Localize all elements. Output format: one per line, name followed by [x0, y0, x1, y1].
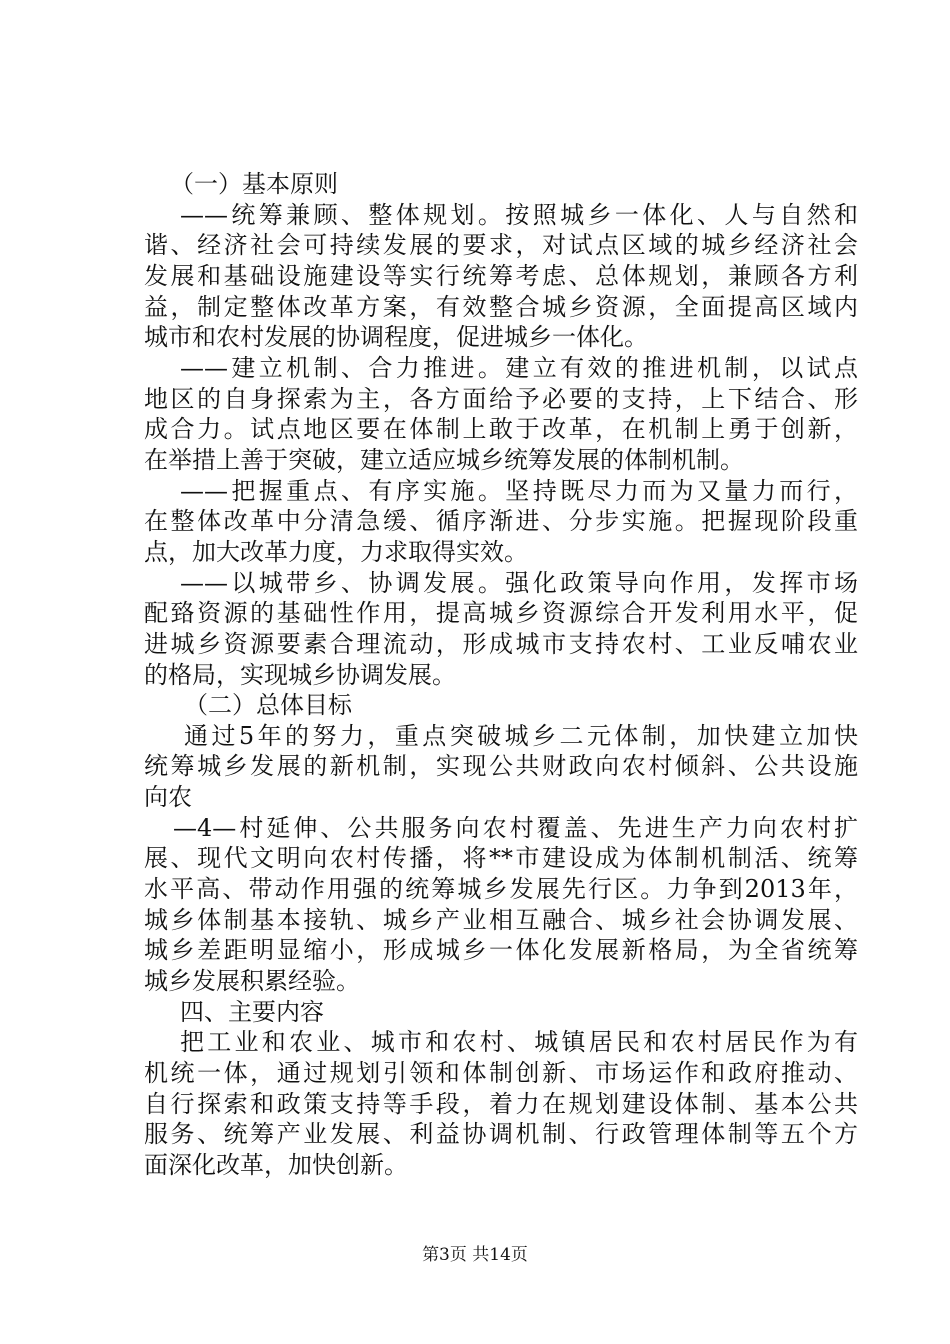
paragraph-line: 益，制定整体改革方案，有效整合城乡资源，全面提高区域内: [144, 293, 858, 321]
paragraph-line: ——统筹兼顾、整体规划。按照城乡一体化、人与自然和: [180, 201, 858, 229]
paragraph-line: 在整体改革中分清急缓、循序渐进、分步实施。把握现阶段重: [144, 507, 858, 535]
paragraph-line: 城市和农村发展的协调程度，促进城乡一体化。: [144, 323, 648, 351]
paragraph-line: 城乡发展积累经验。: [144, 967, 360, 995]
paragraph-line: ——把握重点、有序实施。坚持既尽力而为又量力而行，: [180, 477, 858, 505]
paragraph-line: 城乡差距明显缩小，形成城乡一体化发展新格局，为全省统筹: [144, 936, 858, 964]
paragraph-line: 谐、经济社会可持续发展的要求，对试点区域的城乡经济社会: [144, 231, 858, 259]
paragraph-line: 面深化改革，加快创新。: [144, 1151, 408, 1179]
paragraph-line: 服务、统筹产业发展、利益协调机制、行政管理体制等五个方: [144, 1120, 858, 1148]
paragraph-line: 进城乡资源要素合理流动，形成城市支持农村、工业反哺农业: [144, 630, 858, 658]
paragraph-line: 机统一体，通过规划引领和体制创新、市场运作和政府推动、: [144, 1059, 858, 1087]
paragraph-line: 在举措上善于突破，建立适应城乡统筹发展的体制机制。: [144, 446, 744, 474]
paragraph-line: 点，加大改革力度，力求取得实效。: [144, 538, 528, 566]
section-heading-main-content: 四、主要内容: [180, 998, 324, 1026]
paragraph-line: ——建立机制、合力推进。建立有效的推进机制，以试点: [180, 354, 858, 382]
paragraph-line: 展、现代文明向农村传播，将**市建设成为体制机制活、统筹: [144, 844, 858, 872]
paragraph-line: 把工业和农业、城市和农村、城镇居民和农村居民作为有: [180, 1028, 858, 1056]
paragraph-line: 发展和基础设施建设等实行统筹考虑、总体规划，兼顾各方利: [144, 262, 858, 290]
paragraph-line: 成合力。试点地区要在体制上敢于改革，在机制上勇于创新，: [144, 415, 858, 443]
section-heading-overall-goal: （二）总体目标: [184, 691, 352, 719]
paragraph-line: ——以城带乡、协调发展。强化政策导向作用，发挥市场: [180, 569, 858, 597]
paragraph-line: 城乡体制基本接轨、城乡产业相互融合、城乡社会协调发展、: [144, 906, 858, 934]
paragraph-line: 配臵资源的基础性作用，提高城乡资源综合开发利用水平，促: [144, 599, 858, 627]
section-heading-basic-principles: （一）基本原则: [170, 170, 338, 198]
paragraph-line: 通过5年的努力，重点突破城乡二元体制，加快建立加快: [184, 722, 858, 750]
paragraph-line: 自行探索和政策支持等手段，着力在规划建设体制、基本公共: [144, 1090, 858, 1118]
paragraph-line: —4—村延伸、公共服务向农村覆盖、先进生产力向农村扩: [173, 814, 858, 842]
paragraph-line: 水平高、带动作用强的统筹城乡发展先行区。力争到2013年，: [144, 875, 858, 903]
paragraph-line: 地区的自身探索为主，各方面给予必要的支持，上下结合、形: [144, 385, 858, 413]
paragraph-line: 统筹城乡发展的新机制，实现公共财政向农村倾斜、公共设施: [144, 752, 858, 780]
paragraph-line: 向农: [144, 783, 192, 811]
paragraph-line: 的格局，实现城乡协调发展。: [144, 661, 456, 689]
page-footer: 第3页 共14页: [422, 1245, 528, 1265]
